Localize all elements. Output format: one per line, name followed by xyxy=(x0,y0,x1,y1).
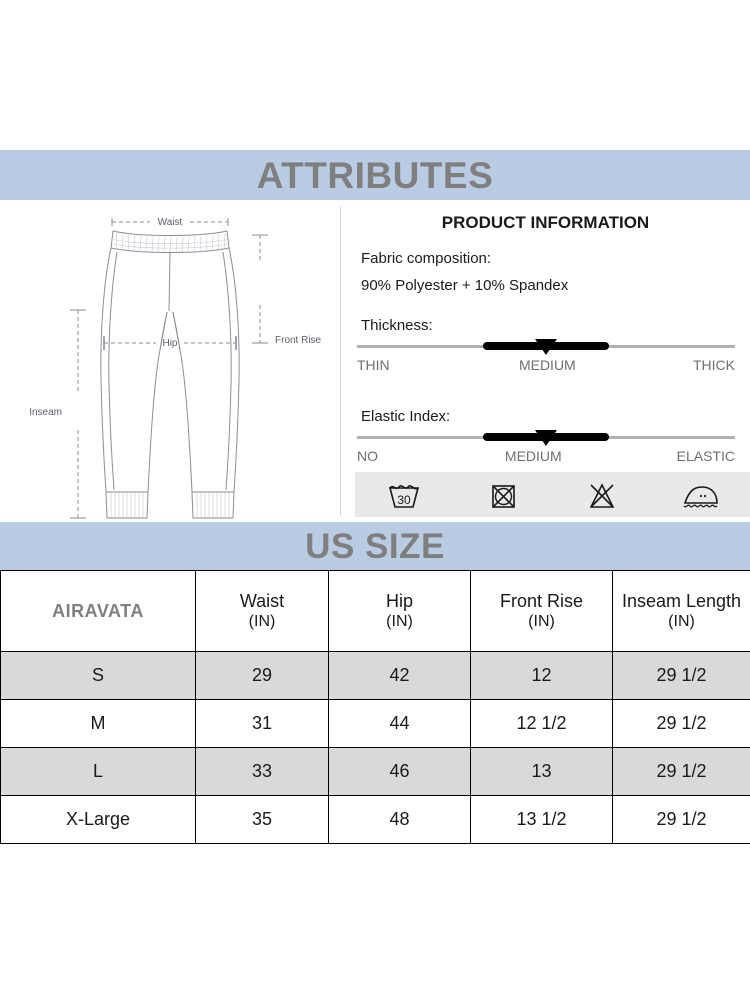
table-row xyxy=(1,700,750,748)
waist-cell: 31 xyxy=(196,700,329,748)
table-header-row xyxy=(1,571,750,652)
waist-cell: 29 xyxy=(196,652,329,700)
hip-label: Hip xyxy=(162,338,178,349)
waist-label: Waist xyxy=(157,217,183,228)
product-information-panel xyxy=(341,200,750,522)
thickness-slider xyxy=(357,338,735,376)
thickness-scale-high: THICK xyxy=(692,357,735,373)
size-cell: S xyxy=(1,652,196,700)
elastic-index-label: Elastic Index: xyxy=(361,408,451,425)
hip-cell: 48 xyxy=(329,796,471,844)
column-header-waist-unit: (IN) xyxy=(248,613,276,631)
column-header-front-rise xyxy=(471,571,613,652)
inseam-label: Inseam xyxy=(29,407,62,418)
inseam-cell: 29 1/2 xyxy=(613,748,750,796)
attributes-section xyxy=(0,200,750,522)
front-rise-cell: 13 xyxy=(471,748,613,796)
column-header-inseam xyxy=(613,571,750,652)
wash-30-icon xyxy=(381,477,427,513)
jogger-pants-diagram xyxy=(0,200,340,522)
inseam-cell: 29 1/2 xyxy=(613,700,750,748)
thickness-scale-mid: MEDIUM xyxy=(518,357,576,373)
hip-cell: 44 xyxy=(329,700,471,748)
front-rise-cell: 13 1/2 xyxy=(471,796,613,844)
fabric-composition-value: 90% Polyester + 10% Spandex xyxy=(361,277,569,294)
thickness-label: Thickness: xyxy=(361,317,433,334)
do-not-bleach-icon xyxy=(579,477,625,513)
thickness-scale xyxy=(357,357,735,373)
column-header-front-rise-title: Front Rise xyxy=(499,590,584,611)
elastic-scale-mid: MEDIUM xyxy=(504,448,562,464)
us-size-banner xyxy=(0,522,750,570)
elastic-index-slider xyxy=(357,429,735,467)
column-header-inseam-unit: (IN) xyxy=(668,613,695,631)
column-header-inseam-title: Inseam Length xyxy=(621,590,742,611)
hip-cell: 46 xyxy=(329,748,471,796)
do-not-tumble-dry-icon xyxy=(480,477,526,513)
attributes-banner xyxy=(0,150,750,200)
column-header-hip-title: Hip xyxy=(385,590,413,611)
thickness-scale-low: THIN xyxy=(357,357,390,373)
thickness-slider-marker-icon xyxy=(535,339,557,355)
waist-cell: 35 xyxy=(196,796,329,844)
product-information-title: PRODUCT INFORMATION xyxy=(441,213,650,232)
table-row xyxy=(1,796,750,844)
table-row xyxy=(1,748,750,796)
wash-temperature-value: 30 xyxy=(397,492,412,507)
column-header-hip xyxy=(329,571,471,652)
size-cell: X-Large xyxy=(1,796,196,844)
care-symbols-strip xyxy=(355,472,750,517)
fabric-composition-label: Fabric composition: xyxy=(361,250,492,267)
column-header-front-rise-unit: (IN) xyxy=(528,613,555,631)
inseam-cell: 29 1/2 xyxy=(613,796,750,844)
front-rise-label: Front Rise xyxy=(275,335,322,346)
column-header-waist-title: Waist xyxy=(239,590,285,611)
elastic-scale-low: NO xyxy=(357,448,378,464)
attributes-title: ATTRIBUTES xyxy=(256,154,494,196)
size-cell: M xyxy=(1,700,196,748)
front-rise-cell: 12 xyxy=(471,652,613,700)
elastic-slider-marker-icon xyxy=(535,430,557,446)
steam-iron-icon xyxy=(678,477,724,513)
elastic-scale xyxy=(357,448,735,464)
inseam-cell: 29 1/2 xyxy=(613,652,750,700)
column-header-hip-unit: (IN) xyxy=(386,613,413,631)
us-size-title: US SIZE xyxy=(305,526,445,566)
size-cell: L xyxy=(1,748,196,796)
table-row xyxy=(1,652,750,700)
column-header-waist xyxy=(196,571,329,652)
waist-cell: 33 xyxy=(196,748,329,796)
front-rise-cell: 12 1/2 xyxy=(471,700,613,748)
brand-cell: AIRAVATA xyxy=(1,571,196,652)
size-chart-table xyxy=(0,570,750,844)
hip-cell: 42 xyxy=(329,652,471,700)
elastic-scale-high: ELASTIC xyxy=(676,448,735,464)
